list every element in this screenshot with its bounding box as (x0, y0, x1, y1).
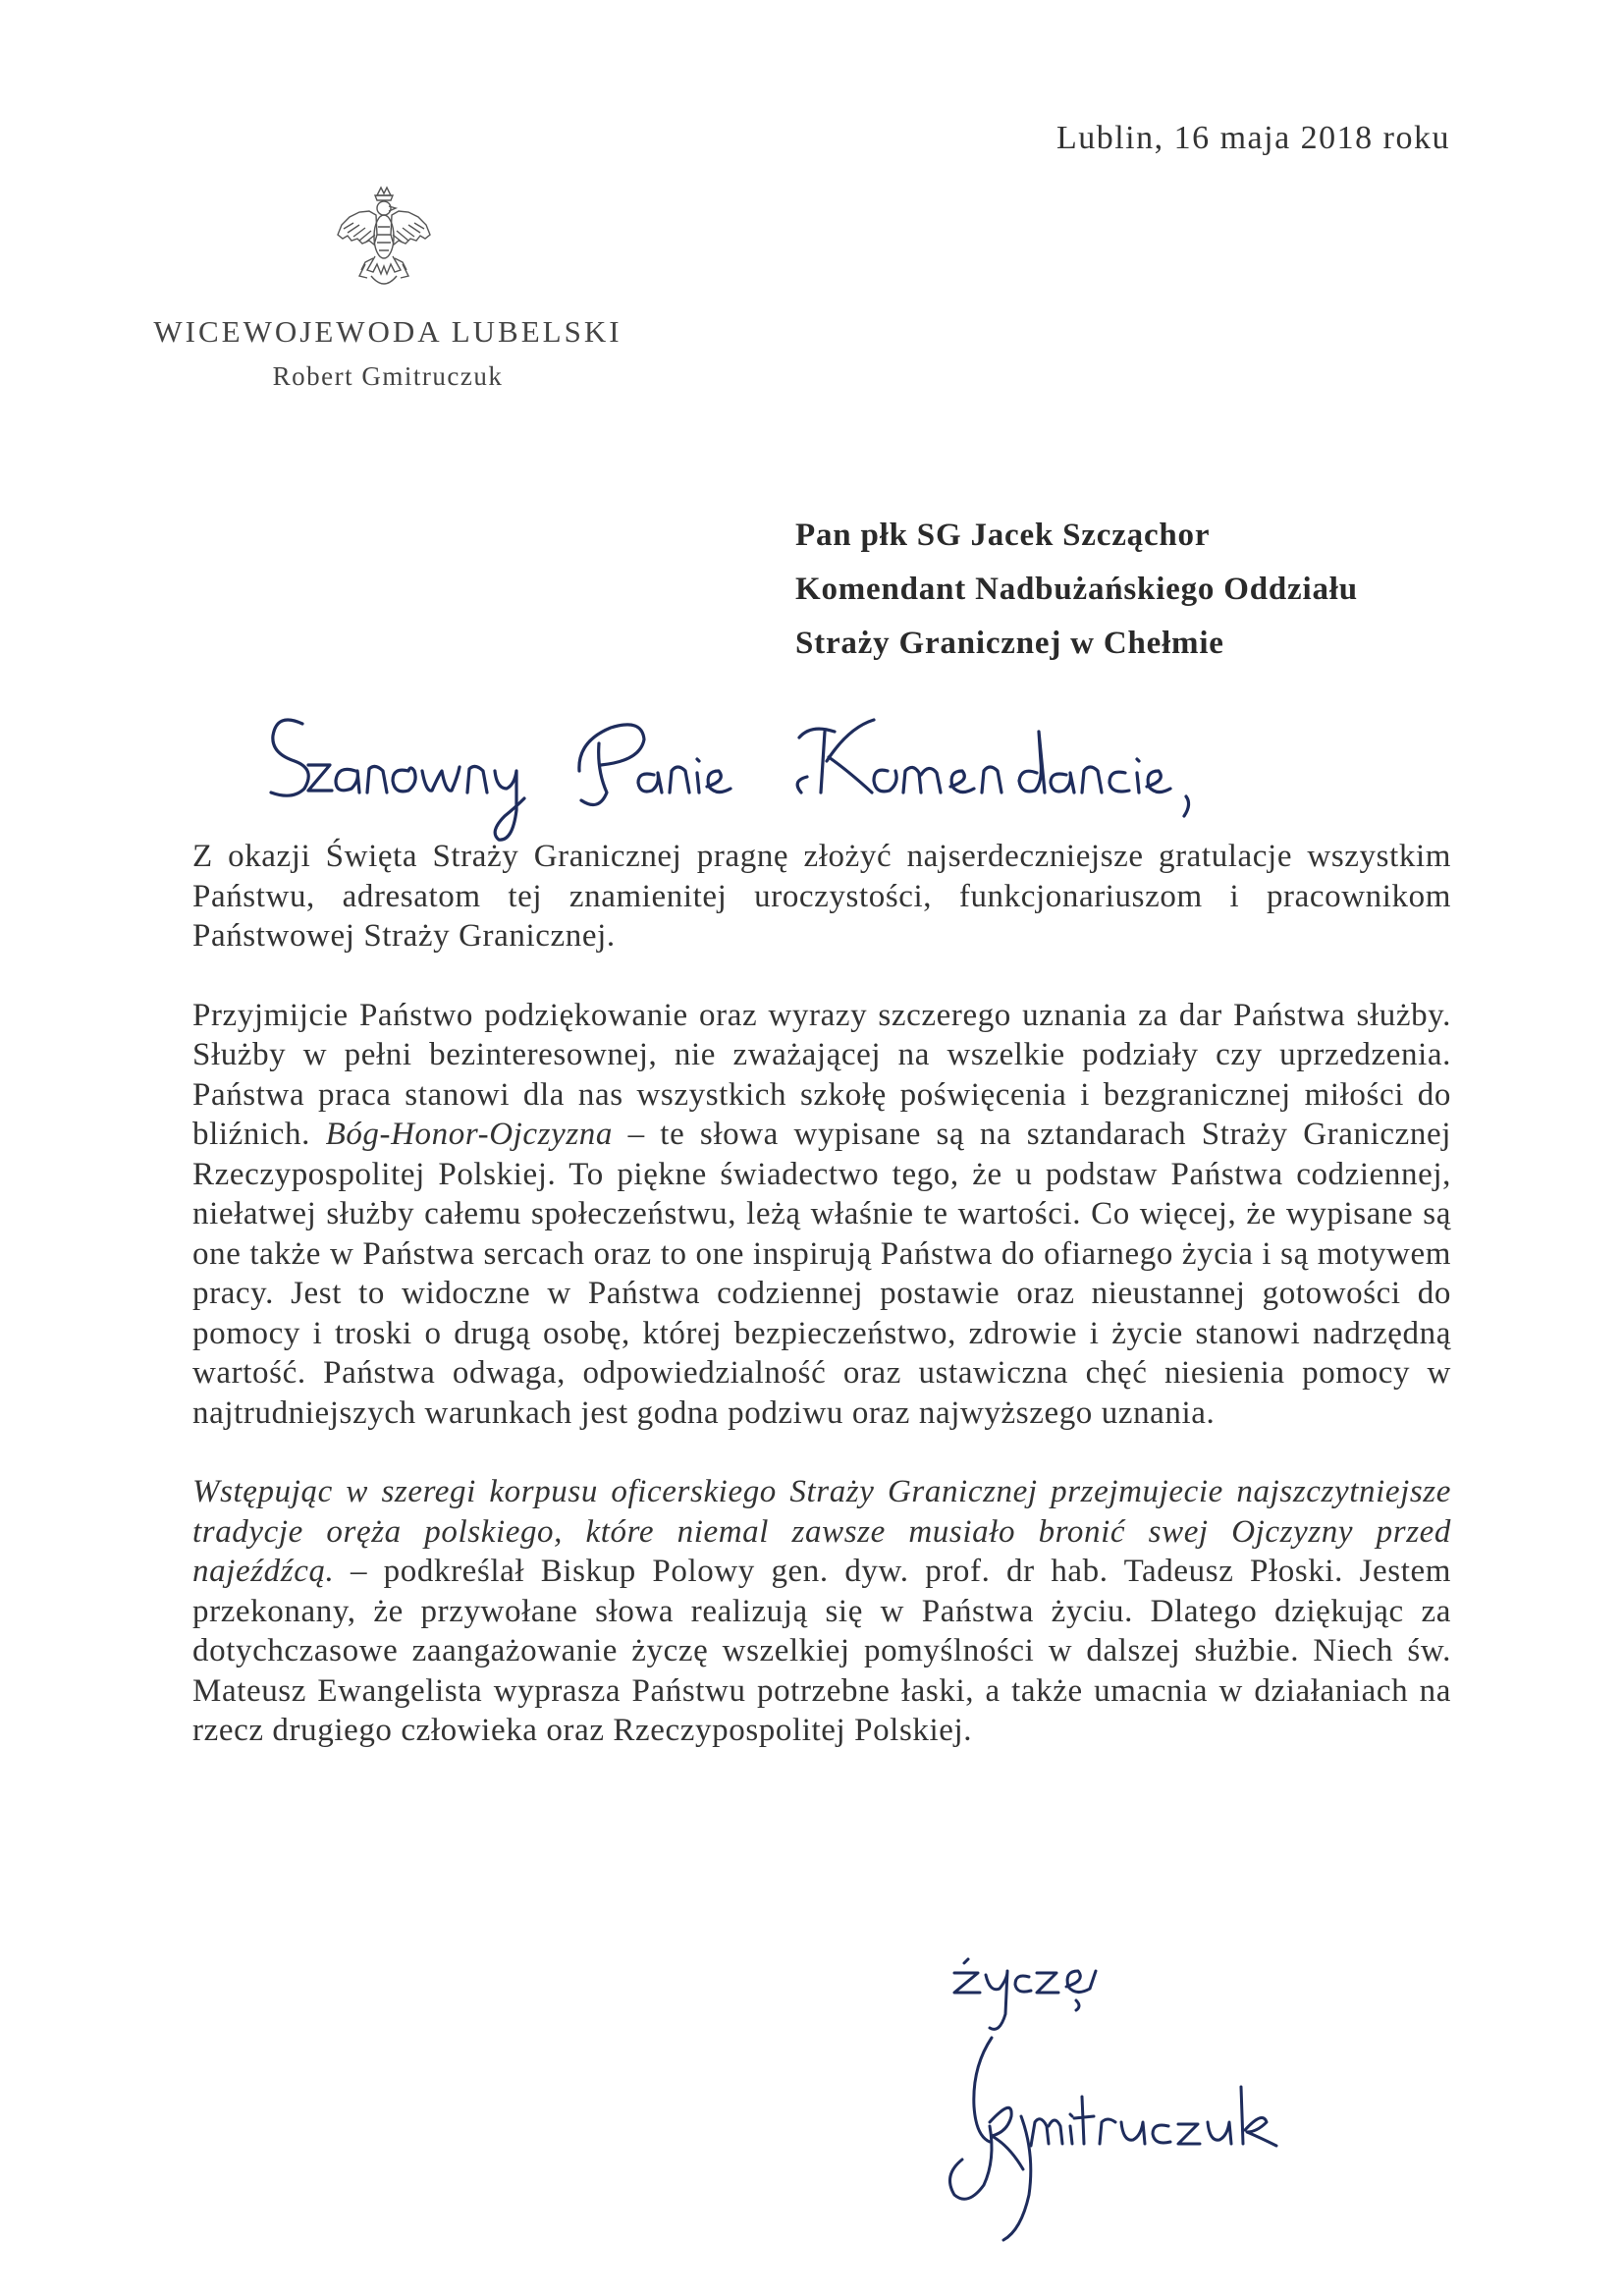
body-paragraph (192, 996, 1451, 1434)
letter-body (192, 837, 1451, 1790)
paragraph-text: Przyjmijcie Państwo podziękowanie oraz wyrazy szczerego uznania za dar Państwa służby. Służby w pełni bezinteresownej, nie zważającej na wszelkie podziały czy uprzedzenia. Państwa praca stanowi dla nas wszystkich szkołę poświęcenia i bezgranicznej miłości do bliźnich. (192, 997, 1451, 1152)
body-paragraph (192, 837, 1451, 957)
sender-name: Robert Gmitruczuk (272, 361, 504, 391)
body-paragraph (192, 1472, 1451, 1751)
motto-text: Bóg-Honor-Ojczyzna (325, 1117, 613, 1152)
recipient-block (795, 509, 1358, 671)
polish-eagle-emblem-icon (330, 182, 438, 309)
recipient-line: Straży Granicznej w Chełmie (795, 626, 1224, 661)
paragraph-text: – podkreślał Biskup Polowy gen. dyw. prof. dr hab. Tadeusz Płoski. Jestem przekonany, że przywołane słowa realizują się w Państwa życiu. Dlatego dziękując za dotychczasowe zaangażowanie życzę wszelkiej pomyślności w dalszej służbie. Niech św. Mateusz Ewangelista wyprasza Państwu potrzebne łaski, a także umacnia w działaniach na rzecz drugiego człowieka oraz Rzeczypospolitej Polskiej. (192, 1554, 1451, 1748)
recipient-line: Komendant Nadbużańskiego Oddziału (795, 572, 1358, 607)
paragraph-text: Z okazji Święta Straży Granicznej pragnę złożyć najserdeczniejsze gratulacje wszystkim Państwu, adresatom tej znamienitej uroczystości, funkcjonariuszom i pracownikom Państwowej Straży Granicznej. (192, 839, 1451, 954)
recipient-line: Pan płk SG Jacek Szcząchor (795, 518, 1211, 553)
letter-date: Lublin, 16 maja 2018 roku (1055, 120, 1450, 156)
handwritten-signature (933, 1949, 1296, 2244)
sender-title: WICEWOJEWODA LUBELSKI (153, 314, 622, 349)
quote-text: Wstępując w szeregi korpusu oficerskiego Straży Granicznej przejmujecie najszczytniejsze tradycje oręża polskiego, które niemal zawsze musiało bronić swej Ojczyzny przed najeźdźcą. (192, 1474, 1451, 1589)
paragraph-text: – te słowa wypisane są na sztandarach Straży Granicznej Rzeczypospolitej Polskiej. To piękne świadectwo tego, że u podstaw Państwa codziennej, niełatwej służby całemu społeczeństwu, leżą właśnie te wartości. Co więcej, że wypisane są one także w Państwa sercach oraz to one inspirują Państwa do ofiarnego życia i są motywem pracy. Jest to widoczne w Państwa codziennej postawie oraz nieustannej gotowości do pomocy i troski o drugą osobę, której bezpieczeństwo, zdrowie i życie stanowi nadrzędną wartość. Państwa odwaga, odpowiedzialność oraz ustawiczna chęć niesienia pomocy w najtrudniejszych warunkach jest godna podziwu oraz najwyższego uznania. (192, 1117, 1451, 1431)
